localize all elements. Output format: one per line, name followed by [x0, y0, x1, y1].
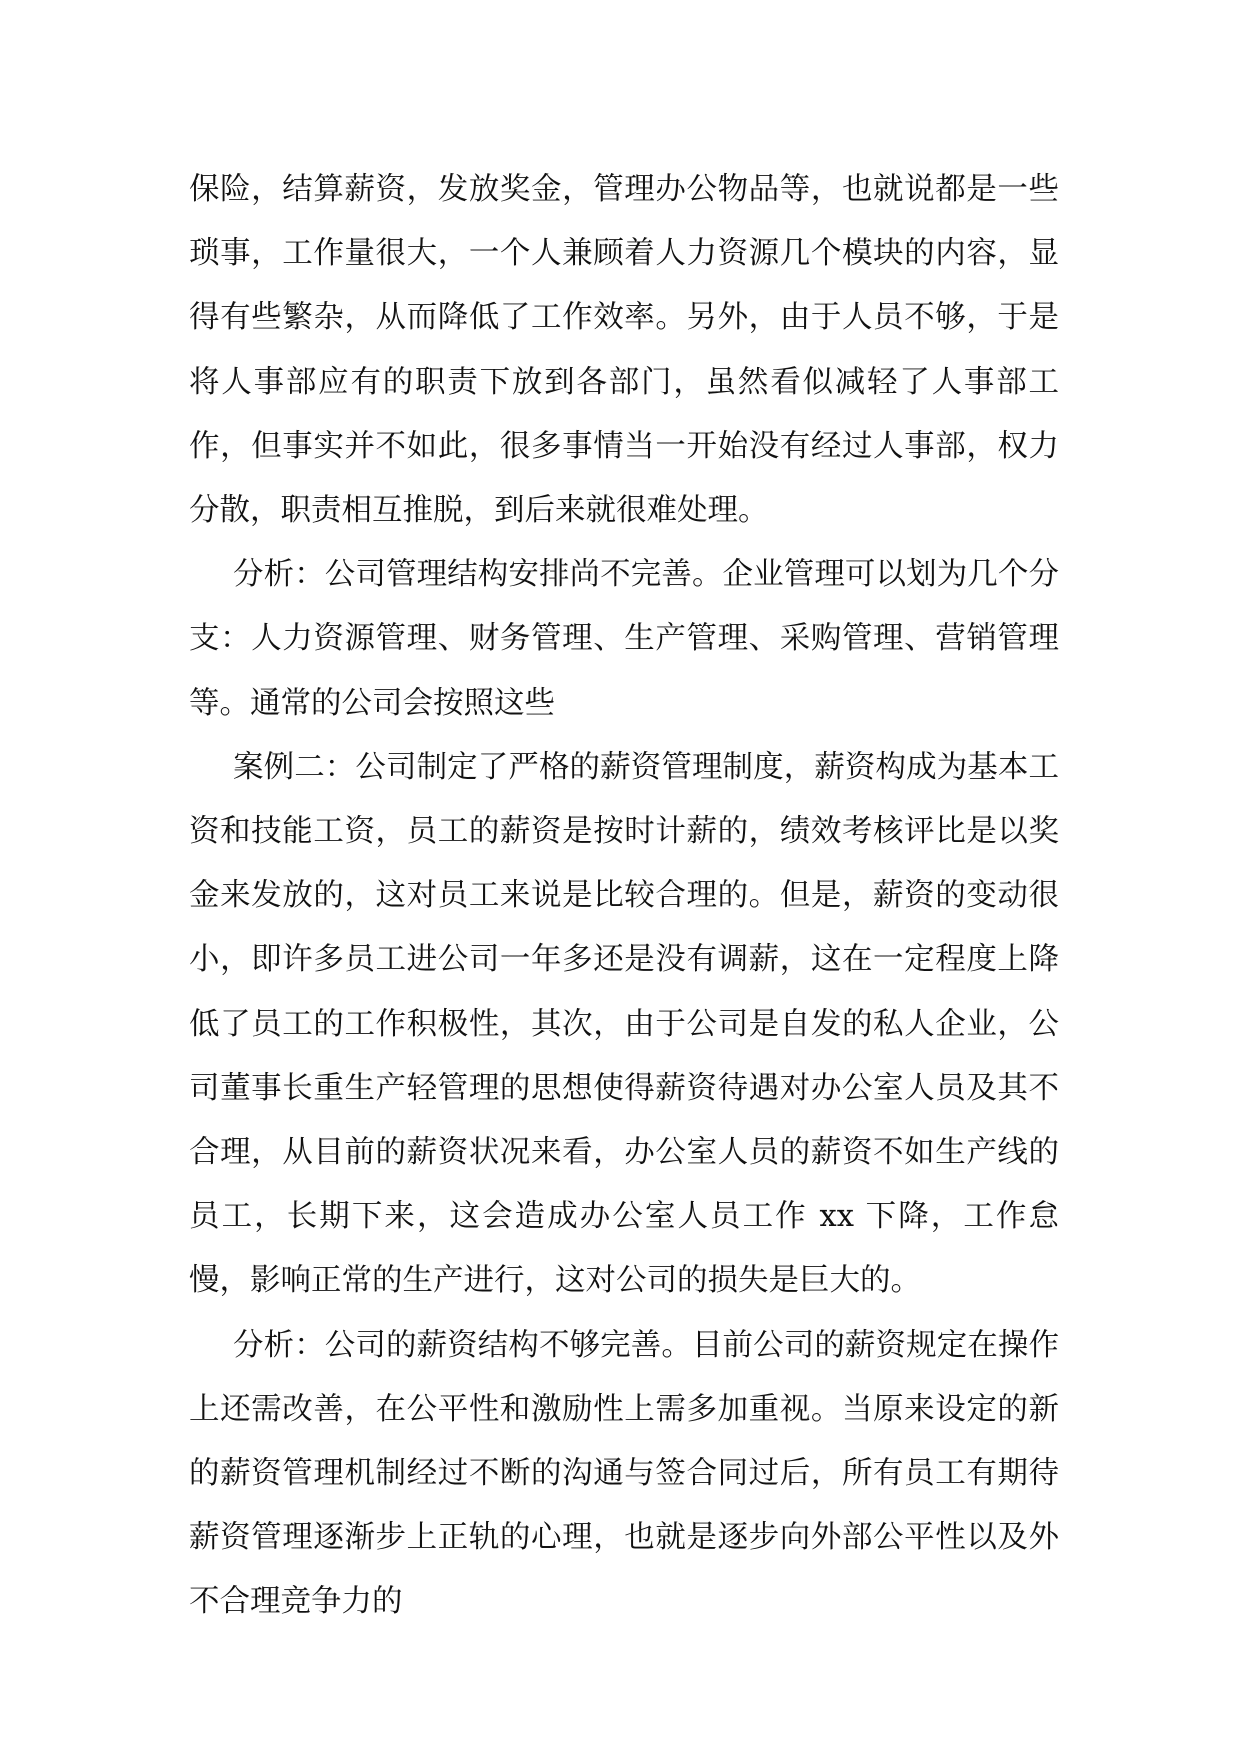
paragraph-3: 案例二：公司制定了严格的薪资管理制度，薪资构成为基本工资和技能工资，员工的薪资是按时计薪的，绩效考核评比是以奖金来发放的，这对员工来说是比较合理的。但是，薪资的变动很小，即许多员工进公司一年多还是没有调薪，这在一定程度上降低了员工的工作积极性，其次，由于公司是自发的私人企业，公司董事长重生产轻管理的思想使得薪资待遇对办公室人员及其不合理，从目前的薪资状况来看，办公室人员的薪资不如生产线的员工，长期下来，这会造成办公室人员工作 xx 下降，工作怠慢，影响正常的生产进行，这对公司的损失是巨大的。 [189, 749, 1059, 1299]
paragraph-4: 分析：公司的薪资结构不够完善。目前公司的薪资规定在操作上还需改善，在公平性和激励性上需多加重视。当原来设定的新的薪资管理机制经过不断的沟通与签合同过后，所有员工有期待薪资管理逐渐步上正轨的心理，也就是逐步向外部公平性以及外不合理竞争力的 [189, 1327, 1059, 1620]
document-body [189, 158, 1059, 1635]
paragraph-2: 分析：公司管理结构安排尚不完善。企业管理可以划为几个分支：人力资源管理、财务管理、生产管理、采购管理、营销管理等。通常的公司会按照这些 [189, 557, 1059, 721]
paragraph-1: 保险，结算薪资，发放奖金，管理办公物品等，也就说都是一些琐事，工作量很大，一个人兼顾着人力资源几个模块的内容，显得有些繁杂，从而降低了工作效率。另外，由于人员不够，于是将人事部应有的职责下放到各部门，虽然看似减轻了人事部工作，但事实并不如此，很多事情当一开始没有经过人事部，权力分散，职责相互推脱，到后来就很难处理。 [189, 172, 1059, 529]
